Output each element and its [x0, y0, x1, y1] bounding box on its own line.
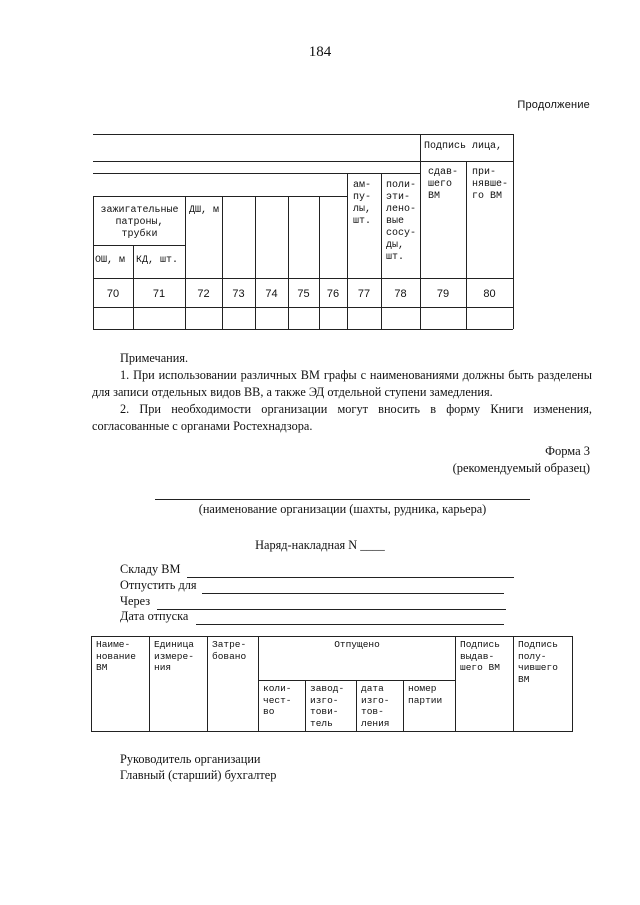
column-number: 71 [152, 288, 166, 300]
kd-header: КД, шт. [136, 255, 179, 266]
column-number: 72 [197, 288, 210, 300]
page-number: 184 [308, 44, 332, 60]
org-caption: (наименование организации (шахты, рудника, карьера) [198, 502, 487, 516]
accountant-signature-label: Главный (старший) бухгалтер [120, 768, 277, 782]
unit-header: Единица измере- ния [150, 637, 208, 732]
column-number: 70 [106, 288, 120, 300]
release-to-label: Отпустить для [120, 578, 197, 592]
polyethylene-header: поли- эти- лено- вые сосу- ды, шт. [386, 180, 417, 263]
name-header: Наиме- нование ВМ [92, 637, 150, 732]
head-signature-label: Руководитель организации [120, 752, 261, 766]
received-header: при- нявше- го ВМ [472, 167, 509, 202]
requested-header: Затре- бовано [208, 637, 259, 732]
column-number: 73 [232, 288, 245, 300]
dsh-header: ДШ, м [189, 205, 220, 216]
column-number: 76 [326, 288, 340, 300]
warehouse-line [187, 577, 514, 578]
release-to-line [202, 593, 504, 594]
ampoules-header: ам- пу- лы, шт. [353, 180, 372, 227]
column-number: 77 [357, 288, 371, 300]
signer-in-header: Подпись полу- чившего ВМ [514, 637, 573, 732]
igniter-group-header: зажигательные патроны, трубки [100, 205, 179, 240]
column-number: 74 [265, 288, 278, 300]
signature-header: Подпись лица, [424, 141, 503, 152]
column-number: 75 [297, 288, 310, 300]
column-number: 79 [436, 288, 450, 300]
quantity-header: коли- чест- во [259, 681, 306, 732]
released-header: Отпущено [259, 637, 456, 681]
osh-header: ОШ, м [95, 255, 126, 266]
signer-out-header: Подпись выдав- шего ВМ [456, 637, 514, 732]
form-subtitle: (рекомендуемый образец) [452, 461, 590, 475]
manufacturer-header: завод- изго- тови- тель [306, 681, 357, 732]
form-title: Форма 3 [545, 444, 590, 458]
continuation-label: Продолжение [517, 99, 590, 111]
waybill-title: Наряд-накладная N ____ [255, 538, 385, 552]
notes-title: Примечания. [120, 351, 189, 365]
mfg-date-header: дата изго- тов- ления [357, 681, 404, 732]
notes-block [92, 350, 592, 435]
through-line [157, 609, 506, 610]
note-item-2: 2. При необходимости организации могут вносить в форму Книги изменения, согласованные с органами Ростехнадзора. [92, 402, 592, 433]
waybill-table [91, 636, 573, 732]
through-label: Через [120, 594, 151, 608]
note-item-1: 1. При использовании различных ВМ графы с наименованиями должны быть разделены для записи отдельных видов ВВ, а также ЭД отдельной ступени замедления. [92, 368, 592, 399]
release-date-label: Дата отпуска [120, 609, 189, 623]
column-number: 78 [394, 288, 407, 300]
handed-over-header: сдав- шего ВМ [428, 167, 459, 202]
release-date-line [196, 624, 504, 625]
batch-header: номер партии [404, 681, 456, 732]
warehouse-label: Складу ВМ [120, 562, 181, 576]
org-name-line [155, 499, 530, 500]
column-number: 80 [483, 288, 496, 300]
